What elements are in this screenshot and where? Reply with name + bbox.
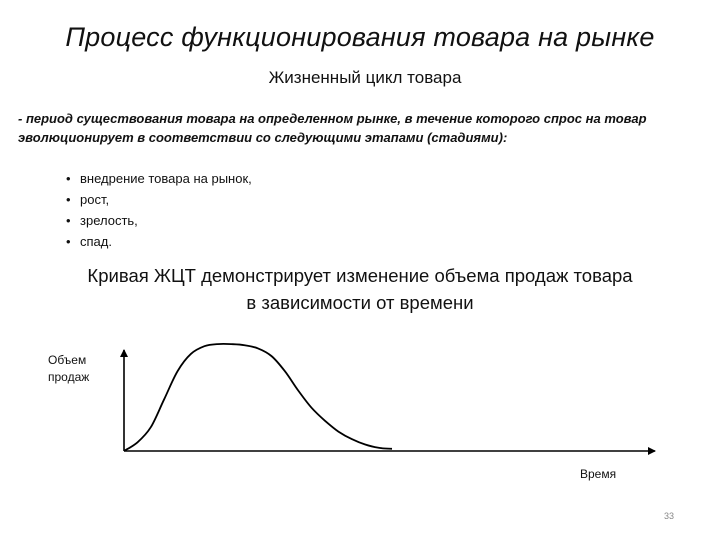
- y-axis-label-line-1: Объем: [48, 353, 87, 367]
- stage-item: • спад.: [66, 231, 252, 252]
- stage-item: • внедрение товара на рынок,: [66, 168, 252, 189]
- definition-text: - период существования товара на определенном рынке, в течение которого спрос на товар эволюционирует в соответствии со следующими этапами (стадиями):: [18, 111, 647, 145]
- stage-item: • рост,: [66, 189, 252, 210]
- slide-subtitle: Жизненный цикл товара: [268, 68, 462, 87]
- page-number: 33: [664, 511, 675, 521]
- x-axis-label: Время: [580, 467, 617, 481]
- y-axis-label-line-2: продаж: [48, 370, 90, 384]
- slide-title: Процесс функционирования товара на рынке: [65, 22, 655, 52]
- stage-item: • зрелость,: [66, 210, 252, 231]
- chart-heading-line-1: Кривая ЖЦТ демонстрирует изменение объема продаж товара: [87, 265, 633, 286]
- sales-curve: [124, 344, 392, 451]
- chart-heading-line-2: в зависимости от времени: [246, 292, 474, 313]
